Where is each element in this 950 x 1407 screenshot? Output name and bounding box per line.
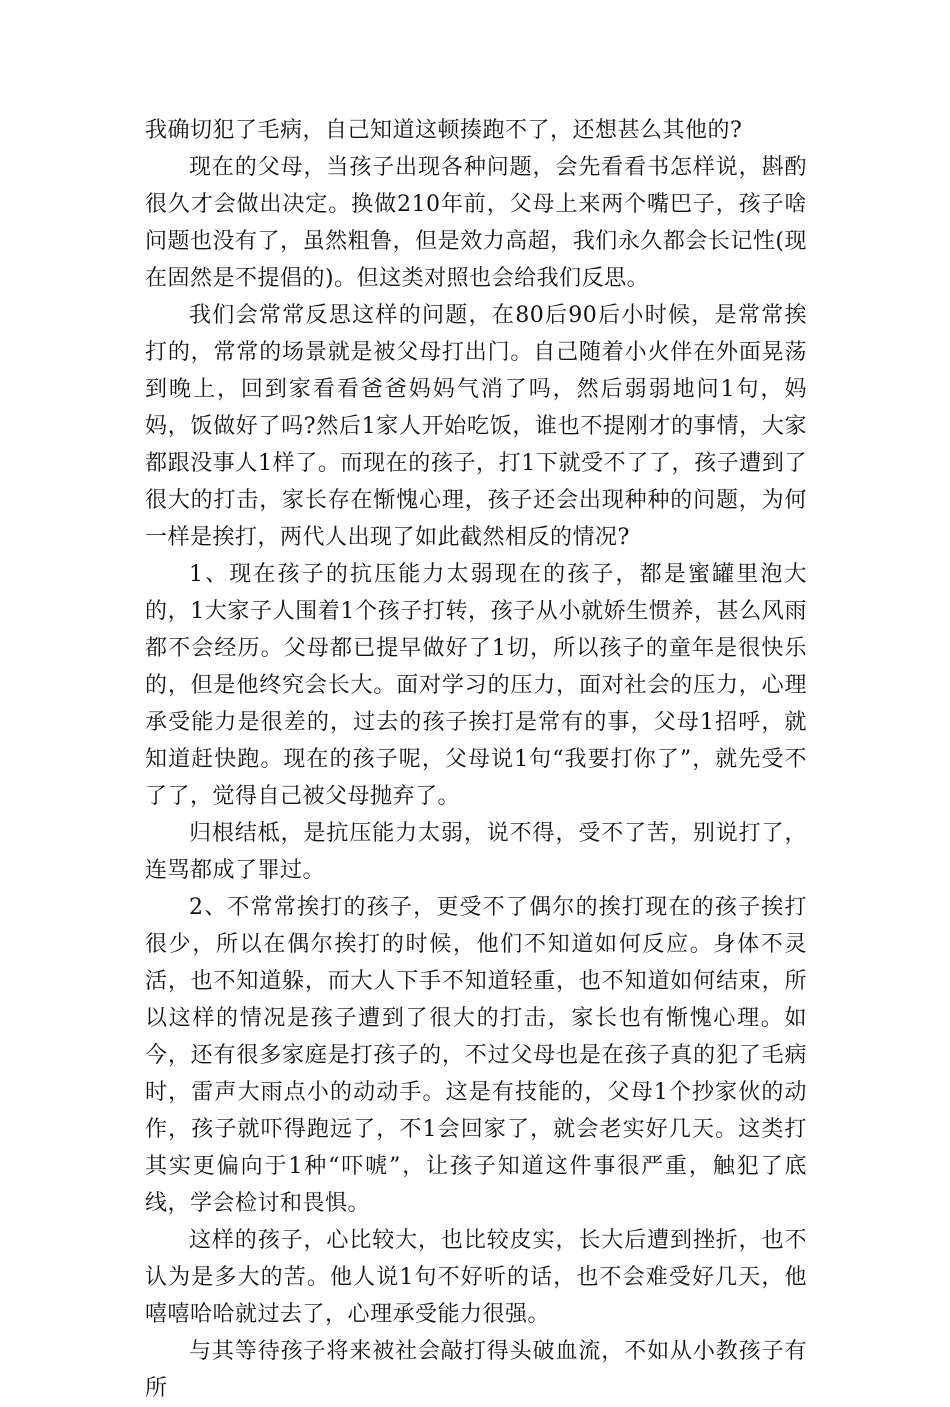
paragraph-7: 这样的孩子，心比较大，也比较皮实，长大后遭到挫折，也不认为是多大的苦。他人说1句不好听的话，也不会难受好几天，他嘻嘻哈哈就过去了，心理承受能力很强。 bbox=[145, 1228, 807, 1327]
paragraph-1: 我确切犯了毛病，自己知道这顿揍跑不了，还想甚么其他的? bbox=[145, 118, 743, 143]
paragraph-3: 我们会常常反思这样的问题，在80后90后小时候，是常常挨打的，常常的场景就是被父母打出门。自己随着小火伴在外面晃荡到晚上，回到家看看爸爸妈妈气消了吗，然后弱弱地问1句，妈妈，饭做好了吗?然后1家人开始吃饭，谁也不提刚才的事情，大家都跟没事人1样了。而现在的孩子，打1下就受不了了，孩子遭到了很大的打击，家长存在惭愧心理，孩子还会出现种种的问题，为何一样是挨打，两代人出现了如此截然相反的情况? bbox=[145, 303, 807, 550]
paragraph-8: 与其等待孩子将来被社会敲打得头破血流，不如从小教孩子有所 bbox=[145, 1339, 807, 1401]
paragraph-4: 1、现在孩子的抗压能力太弱现在的孩子，都是蜜罐里泡大的，1大家子人围着1个孩子打转，孩子从小就娇生惯养，甚么风雨都不会经历。父母都已提早做好了1切，所以孩子的童年是很快乐的，但是他终究会长大。面对学习的压力，面对社会的压力，心理承受能力是很差的，过去的孩子挨打是常有的事，父母1招呼，就知道赶快跑。现在的孩子呢，父母说1句“我要打你了”，就先受不了了，觉得自己被父母抛弃了。 bbox=[145, 562, 807, 809]
paragraph-2: 现在的父母，当孩子出现各种问题，会先看看书怎样说，斟酌很久才会做出决定。换做210年前，父母上来两个嘴巴子，孩子啥问题也没有了，虽然粗鲁，但是效力高超，我们永久都会长记性(现在固然是不提倡的)。但这类对照也会给我们反思。 bbox=[145, 155, 807, 291]
document-body bbox=[145, 112, 807, 1407]
paragraph-6: 2、不常常挨打的孩子，更受不了偶尔的挨打现在的孩子挨打很少，所以在偶尔挨打的时候，他们不知道如何反应。身体不灵活，也不知道躲，而大人下手不知道轻重，也不知道如何结束，所以这样的情况是孩子遭到了很大的打击，家长也有惭愧心理。如今，还有很多家庭是打孩子的，不过父母也是在孩子真的犯了毛病时，雷声大雨点小的动动手。这是有技能的，父母1个抄家伙的动作，孩子就吓得跑远了，不1会回家了，就会老实好几天。这类打其实更偏向于1种“吓唬”，让孩子知道这件事很严重，触犯了底线，学会检讨和畏惧。 bbox=[145, 895, 807, 1216]
paragraph-5: 归根结柢，是抗压能力太弱，说不得，受不了苦，别说打了，连骂都成了罪过。 bbox=[145, 821, 807, 883]
